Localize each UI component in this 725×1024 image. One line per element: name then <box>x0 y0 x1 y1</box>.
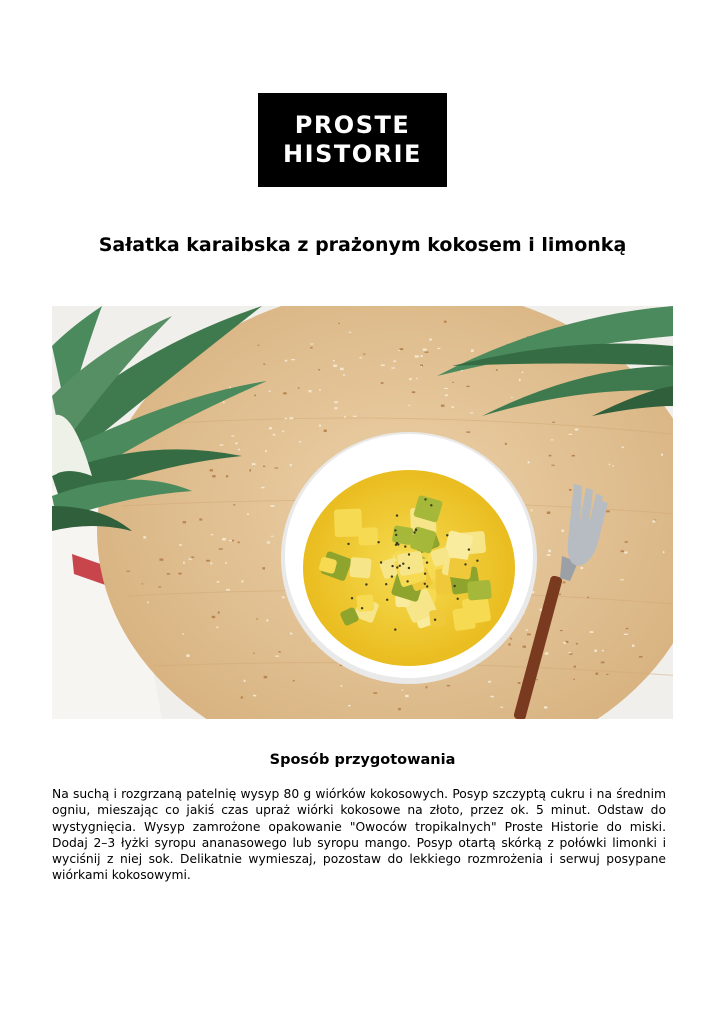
logo-line-1: PROSTE <box>294 111 411 139</box>
brand-logo <box>258 93 447 187</box>
preparation-text: Na suchą i rozgrzaną patelnię wysyp 80 g wiórków kokosowych. Posyp szczyptą cukru i na średnim ogniu, mieszając co jakiś czas upraż wiórki kokosowe na złoto, przez ok. 5 minut. Odstaw do wystygnięcia. Wysyp zamrożone opakowanie "Owoców tropikalnych" Proste Historie do miski. Dodaj 2–3 łyżki syropu ananasowego lub syropu mango. Posyp otartą skórką z połówki limonki i wyciśnij z niej sok. Delikatnie wymieszaj, pozostaw do lekkiego rozmrożenia i serwuj posypane wiórkami kokosowymi. <box>52 787 666 883</box>
logo-line-2: HISTORIE <box>283 140 422 168</box>
preparation-heading: Sposób przygotowania <box>269 752 456 768</box>
recipe-photo <box>52 306 673 719</box>
recipe-title: Sałatka karaibska z prażonym kokosem i limonką <box>98 234 627 256</box>
bowl-of-fruit <box>281 432 537 684</box>
